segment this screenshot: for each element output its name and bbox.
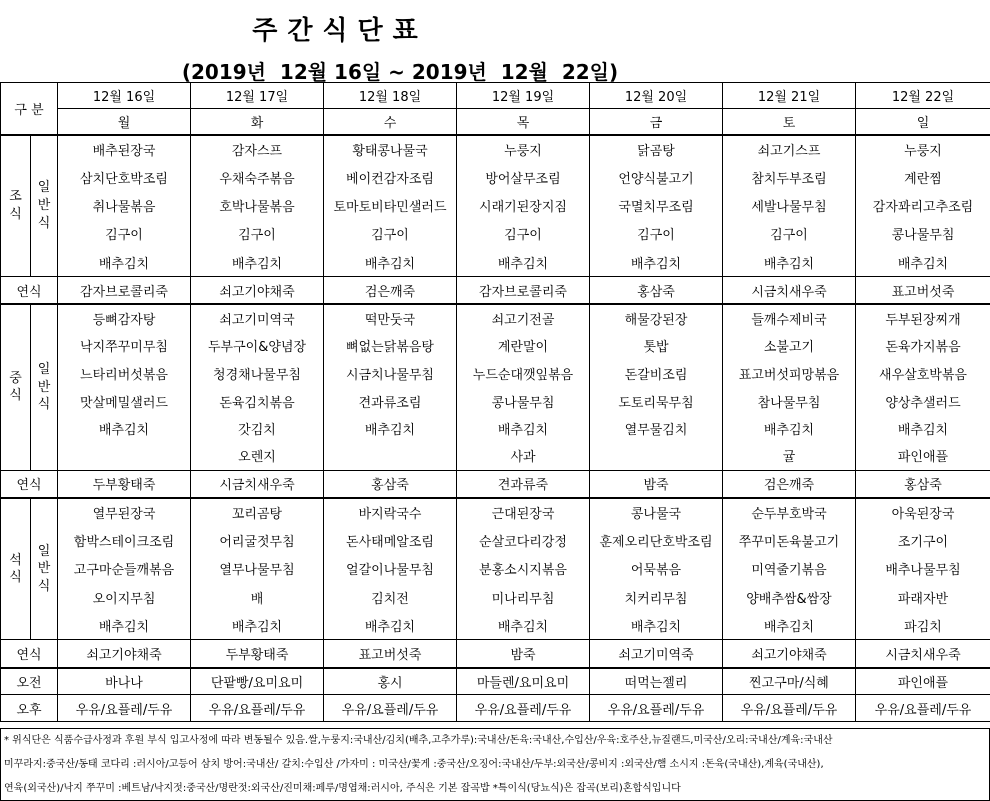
pm-snack-item: 우유/요플레/두유 — [590, 695, 723, 722]
menu-item: 황태콩나물국 — [324, 135, 457, 163]
date-header: 12월 18일 — [324, 83, 457, 109]
dinner-label: 석 식 — [1, 498, 31, 640]
menu-item: 파김치 — [856, 612, 990, 640]
menu-item: 시래기된장지짐 — [457, 191, 590, 219]
menu-item: 열무물김치 — [590, 415, 723, 443]
soft-menu-item: 밤죽 — [590, 470, 723, 498]
menu-item: 귤 — [723, 442, 856, 470]
am-snack-item: 찐고구마/식혜 — [723, 668, 856, 695]
pm-snack-item: 우유/요플레/두유 — [191, 695, 324, 722]
soft-menu-item: 시금치새우죽 — [191, 470, 324, 498]
date-header: 12월 22일 — [856, 83, 990, 109]
menu-item: 조기구이 — [856, 526, 990, 554]
menu-item: 콩나물무침 — [457, 387, 590, 415]
am-snack-item: 바나나 — [58, 668, 191, 695]
menu-item: 청경채나물무침 — [191, 360, 324, 388]
soft-menu-item: 감자브로콜리죽 — [457, 276, 590, 304]
menu-item: 배추나물무침 — [856, 555, 990, 583]
pm-snack-item: 우유/요플레/두유 — [856, 695, 990, 722]
table-row — [1, 498, 990, 526]
menu-item: 오이지무침 — [58, 583, 191, 611]
menu-item: 호박나물볶음 — [191, 191, 324, 219]
am-snack-label: 오전 — [1, 668, 58, 695]
menu-item: 배추김치 — [723, 612, 856, 640]
table-row — [1, 220, 990, 248]
menu-item: 김구이 — [324, 220, 457, 248]
menu-item: 등뼈감자탕 — [58, 304, 191, 332]
table-row — [1, 526, 990, 554]
footnote-line: * 위식단은 식품수급사정과 후원 부식 입고사정에 따라 변동될수 있음.쌀,누룽지:국내산/김치(배추,고추가루):국내산/돈육:국내산,수입산/우육:호주산,뉴질랜드,미국산/오리:국내산/계육:국내산 — [4, 735, 833, 746]
soft-menu-item: 쇠고기야채죽 — [723, 640, 856, 668]
menu-item: 파래자반 — [856, 583, 990, 611]
menu-item: 참치두부조림 — [723, 163, 856, 191]
menu-item: 쭈꾸미돈육불고기 — [723, 526, 856, 554]
day-header: 수 — [324, 109, 457, 135]
day-header: 월 — [58, 109, 191, 135]
day-header: 일 — [856, 109, 990, 135]
menu-item: 배추김치 — [58, 612, 191, 640]
menu-item: 순살코다리강정 — [457, 526, 590, 554]
table-row — [1, 695, 990, 722]
menu-item: 배추김치 — [457, 248, 590, 276]
soft-menu-item: 검은깨죽 — [723, 470, 856, 498]
menu-item — [58, 442, 191, 470]
menu-item: 삼치단호박조림 — [58, 163, 191, 191]
menu-item: 콩나물무침 — [856, 220, 990, 248]
day-header: 토 — [723, 109, 856, 135]
menu-item: 김구이 — [58, 220, 191, 248]
menu-item: 참나물무침 — [723, 387, 856, 415]
menu-item: 순두부호박국 — [723, 498, 856, 526]
menu-item: 파인애플 — [856, 442, 990, 470]
menu-item: 배추김치 — [457, 612, 590, 640]
menu-item: 감자꽈리고추조림 — [856, 191, 990, 219]
menu-item: 오렌지 — [191, 442, 324, 470]
menu-item: 양상추샐러드 — [856, 387, 990, 415]
table-row — [1, 387, 990, 415]
menu-item: 배추김치 — [58, 248, 191, 276]
menu-item: 배추된장국 — [58, 135, 191, 163]
menu-item: 느타리버섯볶음 — [58, 360, 191, 388]
menu-item: 김구이 — [723, 220, 856, 248]
soft-menu-item: 두부황태죽 — [58, 470, 191, 498]
menu-item: 누룽지 — [457, 135, 590, 163]
footnote-line: 미꾸라지:중국산/동태 코다리 :러시아/고등어 삼치 방어:국내산/ 갈치:수입산 /가자미 : 미국산/꽃게 :중국산/오징어:국내산/두부:외국산/콩비지 :외국산/햄 소시지 :돈육(국내산),계육(국내산), — [4, 759, 824, 770]
menu-item: 바지락국수 — [324, 498, 457, 526]
menu-item: 돈사태메알조림 — [324, 526, 457, 554]
menu-item: 취나물볶음 — [58, 191, 191, 219]
table-row — [1, 109, 990, 135]
day-header: 목 — [457, 109, 590, 135]
soft-menu-item: 시금치새우죽 — [856, 640, 990, 668]
pm-snack-item: 우유/요플레/두유 — [324, 695, 457, 722]
menu-item: 배추김치 — [58, 415, 191, 443]
menu-item: 계란찜 — [856, 163, 990, 191]
menu-item: 닭곰탕 — [590, 135, 723, 163]
soft-menu-item: 시금치새우죽 — [723, 276, 856, 304]
table-row — [1, 360, 990, 388]
menu-item: 김구이 — [457, 220, 590, 248]
menu-item: 뼈없는닭볶음탕 — [324, 332, 457, 360]
table-row — [1, 304, 990, 332]
footnote-line: 연육(외국산)/낙지 쭈꾸미 :베트남/낙지젓:중국산/명란젓:외국산/진미채:페루/명엽채:러시아, 주식은 기본 잡곡밥 *특이식(당뇨식)은 잡곡(보리)혼합식입니다 — [4, 783, 681, 794]
day-header: 금 — [590, 109, 723, 135]
menu-item: 쇠고기스프 — [723, 135, 856, 163]
pm-snack-item: 우유/요플레/두유 — [723, 695, 856, 722]
menu-item: 훈제오리단호박조림 — [590, 526, 723, 554]
menu-item: 배추김치 — [324, 415, 457, 443]
page-title: 주간식단표 — [252, 16, 428, 46]
menu-item: 시금치나물무침 — [324, 360, 457, 388]
soft-meal-label: 연식 — [1, 276, 58, 304]
menu-item: 사과 — [457, 442, 590, 470]
menu-item: 두부구이&양념장 — [191, 332, 324, 360]
table-row — [1, 668, 990, 695]
menu-item: 방어살무조림 — [457, 163, 590, 191]
menu-item: 누드순대깻잎볶음 — [457, 360, 590, 388]
menu-item: 언양식불고기 — [590, 163, 723, 191]
lunch-label: 중 식 — [1, 304, 31, 470]
soft-menu-item: 홍삼죽 — [590, 276, 723, 304]
menu-item: 콩나물국 — [590, 498, 723, 526]
soft-menu-item: 표고버섯죽 — [324, 640, 457, 668]
menu-item: 양배추쌈&쌈장 — [723, 583, 856, 611]
soft-meal-label: 연식 — [1, 640, 58, 668]
menu-item — [324, 442, 457, 470]
soft-menu-item: 홍삼죽 — [856, 470, 990, 498]
menu-item: 열무나물무침 — [191, 555, 324, 583]
soft-menu-item: 검은깨죽 — [324, 276, 457, 304]
menu-item: 돈갈비조림 — [590, 360, 723, 388]
date-header: 12월 17일 — [191, 83, 324, 109]
pm-snack-item: 우유/요플레/두유 — [58, 695, 191, 722]
menu-item: 치커리무침 — [590, 583, 723, 611]
menu-item: 꼬리곰탕 — [191, 498, 324, 526]
weekly-menu-table — [0, 82, 990, 722]
soft-menu-item: 쇠고기미역죽 — [590, 640, 723, 668]
table-row — [1, 83, 990, 109]
menu-item: 어리굴젓무침 — [191, 526, 324, 554]
menu-item: 김치전 — [324, 583, 457, 611]
menu-item: 쇠고기전골 — [457, 304, 590, 332]
am-snack-item: 홍시 — [324, 668, 457, 695]
menu-item: 아욱된장국 — [856, 498, 990, 526]
pm-snack-item: 우유/요플레/두유 — [457, 695, 590, 722]
menu-item: 배추김치 — [590, 248, 723, 276]
menu-item: 돈육가지볶음 — [856, 332, 990, 360]
soft-menu-item: 감자브로콜리죽 — [58, 276, 191, 304]
menu-item: 두부된장찌개 — [856, 304, 990, 332]
menu-item: 배추김치 — [590, 612, 723, 640]
menu-item: 베이컨감자조림 — [324, 163, 457, 191]
table-row — [1, 612, 990, 640]
menu-item: 맛살메밀샐러드 — [58, 387, 191, 415]
day-header: 화 — [191, 109, 324, 135]
menu-item: 배추김치 — [457, 415, 590, 443]
menu-item: 미역줄기볶음 — [723, 555, 856, 583]
date-header: 12월 21일 — [723, 83, 856, 109]
menu-item: 돈육김치볶음 — [191, 387, 324, 415]
menu-item: 배추김치 — [856, 415, 990, 443]
soft-meal-label: 연식 — [1, 470, 58, 498]
menu-item: 분홍소시지볶음 — [457, 555, 590, 583]
soft-menu-item: 홍삼죽 — [324, 470, 457, 498]
table-row — [1, 442, 990, 470]
general-meal-label: 일 반 식 — [31, 498, 58, 640]
menu-item: 도토리묵무침 — [590, 387, 723, 415]
menu-item: 소불고기 — [723, 332, 856, 360]
menu-item: 배추김치 — [723, 248, 856, 276]
menu-item: 배추김치 — [723, 415, 856, 443]
menu-item: 김구이 — [191, 220, 324, 248]
menu-item: 국멸치무조림 — [590, 191, 723, 219]
pm-snack-label: 오후 — [1, 695, 58, 722]
soft-menu-item: 표고버섯죽 — [856, 276, 990, 304]
am-snack-item: 마들렌/요미요미 — [457, 668, 590, 695]
table-row — [1, 191, 990, 219]
table-row — [1, 135, 990, 163]
menu-item: 배추김치 — [191, 248, 324, 276]
general-meal-label: 일 반 식 — [31, 304, 58, 470]
menu-item: 세발나물무침 — [723, 191, 856, 219]
menu-item: 새우살호박볶음 — [856, 360, 990, 388]
am-snack-item: 파인애플 — [856, 668, 990, 695]
menu-item: 미나리무침 — [457, 583, 590, 611]
menu-item: 쇠고기미역국 — [191, 304, 324, 332]
menu-item: 얼갈이나물무침 — [324, 555, 457, 583]
menu-item: 누룽지 — [856, 135, 990, 163]
soft-menu-item: 견과류죽 — [457, 470, 590, 498]
menu-item: 배추김치 — [324, 612, 457, 640]
menu-item: 갓김치 — [191, 415, 324, 443]
table-row — [1, 276, 990, 304]
menu-item: 낙지쭈꾸미무침 — [58, 332, 191, 360]
menu-item: 배 — [191, 583, 324, 611]
breakfast-label: 조 식 — [1, 135, 31, 277]
menu-item: 계란말이 — [457, 332, 590, 360]
table-row — [1, 640, 990, 668]
soft-menu-item: 두부황태죽 — [191, 640, 324, 668]
date-header: 12월 16일 — [58, 83, 191, 109]
table-row — [1, 163, 990, 191]
date-header: 12월 19일 — [457, 83, 590, 109]
menu-item: 고구마순들깨볶음 — [58, 555, 191, 583]
menu-item — [590, 442, 723, 470]
am-snack-item: 떠먹는젤리 — [590, 668, 723, 695]
menu-item: 우채숙주볶음 — [191, 163, 324, 191]
date-header: 12월 20일 — [590, 83, 723, 109]
table-row — [1, 470, 990, 498]
menu-item: 배추김치 — [324, 248, 457, 276]
table-row — [1, 248, 990, 276]
soft-menu-item: 쇠고기야채죽 — [58, 640, 191, 668]
menu-item: 해물강된장 — [590, 304, 723, 332]
menu-item: 견과류조림 — [324, 387, 457, 415]
footnotes — [0, 728, 990, 801]
menu-item: 어묵볶음 — [590, 555, 723, 583]
gubun-header: 구 분 — [1, 83, 58, 135]
menu-item: 토마토비타민샐러드 — [324, 191, 457, 219]
table-row — [1, 583, 990, 611]
menu-item: 떡만둣국 — [324, 304, 457, 332]
table-row — [1, 415, 990, 443]
menu-item: 감자스프 — [191, 135, 324, 163]
menu-item: 열무된장국 — [58, 498, 191, 526]
menu-item: 표고버섯피망볶음 — [723, 360, 856, 388]
menu-item: 함박스테이크조림 — [58, 526, 191, 554]
table-row — [1, 555, 990, 583]
general-meal-label: 일 반 식 — [31, 135, 58, 277]
soft-menu-item: 쇠고기야채죽 — [191, 276, 324, 304]
menu-item: 근대된장국 — [457, 498, 590, 526]
date-range: (2019년 12월 16일 ~ 2019년 12월 22일) — [181, 60, 619, 84]
table-row — [1, 332, 990, 360]
menu-item: 김구이 — [590, 220, 723, 248]
am-snack-item: 단팥빵/요미요미 — [191, 668, 324, 695]
menu-item: 톳밥 — [590, 332, 723, 360]
soft-menu-item: 밤죽 — [457, 640, 590, 668]
menu-item: 배추김치 — [856, 248, 990, 276]
menu-item: 배추김치 — [191, 612, 324, 640]
menu-item: 들깨수제비국 — [723, 304, 856, 332]
